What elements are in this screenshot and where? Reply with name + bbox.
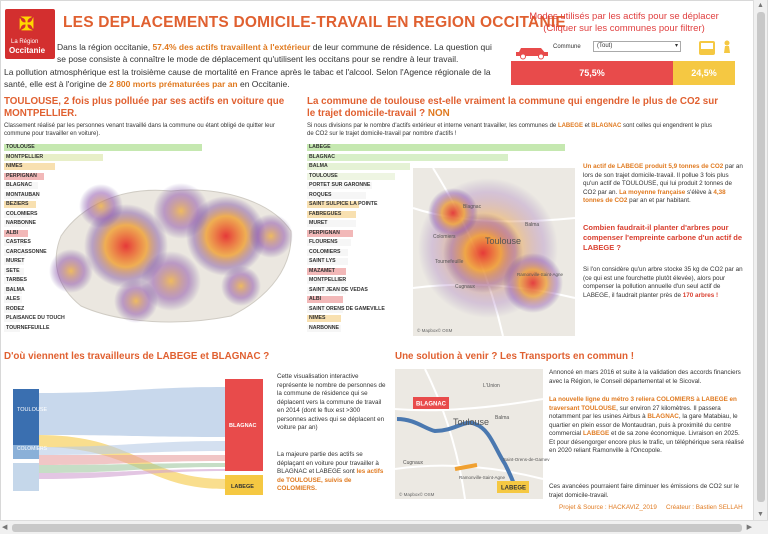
metro-label-blagnac: BLAGNAC	[416, 401, 446, 408]
car-share-bar[interactable]: 75,5%	[511, 61, 673, 85]
map-label-balma: Balma	[525, 222, 540, 228]
map-label-ramonville: Ramonville-Saint-Agne	[517, 272, 564, 277]
city-bar-label: NIMES	[6, 163, 23, 169]
left-section-title: TOULOUSE, 2 fois plus polluée par ses actifs en voiture que MONTPELLIER.	[4, 96, 285, 119]
commune-bar-label: NARBONNE	[309, 324, 339, 331]
commune-bar-label: ALBI	[309, 296, 322, 302]
city-bar-label: ALBI	[6, 229, 19, 236]
metro-intro: Annoncé en mars 2016 et suite à la validation des accords financiers avec la Région, le Conseil départemental et le Sicoval.	[549, 369, 741, 385]
metro-label-toulouse: Toulouse	[453, 417, 490, 427]
metro-label-ramonville: Ramonville-Saint-Agne	[459, 475, 506, 480]
flows-desc: Cette visualisation interactive représente le nombre de personnes de la commune de résidence qui se déplacent vers la commune de travail en 2014 (dont le flux est >300 personnes actives qui se déplacent en voiture par an)	[277, 373, 386, 431]
commune-bar-label: FLOURENS	[309, 239, 338, 245]
city-bar-label: RODEZ	[6, 305, 25, 312]
city-bar-label: COLOMIERS	[6, 210, 38, 217]
pollution-text: La pollution atmosphérique est la troisième cause de mortalité en France après le tabac et l'alcool. Selon l'Agence régionale de la santé, elle est à l'origine de 2 800 morts prématurées par an en Occitanie.	[4, 67, 491, 89]
city-bar-label: NARBONNE	[6, 220, 36, 226]
trees-answer: Si l'on considère qu'un arbre stocke 35 kg de CO2 par an (ce qui est une fourchette plutôt élevée), alors pour compenser la pollution annuelle d'un seul actif de LABEGE, il faudrait planter près de 170 arbres !	[583, 266, 743, 299]
city-bar-label: TOURNEFEUILLE	[6, 324, 50, 331]
metro-label-cugnaux: Cugnaux	[403, 460, 424, 466]
transit-share-bar[interactable]: 24,5%	[673, 61, 735, 85]
commune-bar-label: TOULOUSE	[309, 172, 338, 179]
commune-bar-label: COLOMIERS	[309, 248, 341, 255]
city-bar-label: PLAISANCE DU TOUCH	[6, 315, 65, 321]
commune-bar-label: FABREGUES	[309, 210, 342, 217]
commune-bar-label: SAINT ORENS DE GAMEVILLE	[309, 305, 385, 312]
trees-question: Combien faudrait-il planter d'arbres pour compenser l'empreinte carbone d'un actif de LABEGE ?	[583, 223, 743, 252]
scroll-down-icon[interactable]: ▼	[757, 511, 764, 518]
city-bar-label: BEZIERS	[6, 201, 29, 207]
sankey-diagram[interactable]	[5, 369, 267, 497]
city-bar-label: BALMA	[6, 286, 25, 293]
flows-conclusion: La majeure partie des actifs se déplaçant en voiture pour travailler à BLAGNAC et LABEGE sont les actifs de TOULOUSE, suivis de COLOMIERS.	[277, 451, 384, 492]
city-bar-label: ALES	[6, 296, 20, 302]
commune-bar[interactable]	[307, 154, 508, 161]
scroll-up-icon[interactable]: ▲	[757, 2, 764, 9]
commune-bar-label: SAINT JEAN DE VEDAS	[309, 286, 368, 293]
map-label-tournefeuille: Tournefeuille	[435, 259, 464, 265]
metro-label-saint-orens: Saint-Orens-de-Gamev	[503, 457, 550, 462]
metro-map[interactable]	[395, 369, 550, 499]
map-credit: © Mapbox© OSM	[417, 328, 453, 333]
occitan-cross-icon: ✠	[19, 14, 35, 34]
metro-label-labege: LABEGE	[501, 485, 527, 492]
occitanie-heatmap[interactable]	[41, 176, 296, 326]
footer-creator: Créateur : Bastien SELLAH	[666, 504, 743, 511]
target-labege: LABEGE	[231, 484, 254, 490]
modes-title: Modes utilisés par les actifs pour se déplacer (Cliquer sur les communes pour filtrer)	[529, 11, 719, 34]
city-bar-label: PERPIGNAN	[6, 172, 37, 179]
logo-line2: Occitanie	[9, 46, 46, 55]
metro-map-credit: © Mapbox© OSM	[399, 492, 435, 497]
commune-bar-label: PERPIGNAN	[309, 229, 340, 236]
commune-bar-label: BLAGNAC	[309, 153, 335, 160]
commune-bar-label: SAINT SULPICE LA POINTE	[309, 201, 378, 207]
commune-bar[interactable]	[307, 144, 565, 151]
chevron-down-icon: ▾	[674, 43, 678, 49]
target-blagnac: BLAGNAC	[229, 423, 257, 429]
metro-label-lunion: L'Union	[483, 383, 500, 389]
city-bar-label: MONTAUBAN	[6, 191, 40, 198]
city-bar-label: TOULOUSE	[6, 144, 35, 150]
occitanie-logo	[5, 9, 55, 59]
labege-co2-text: Un actif de LABEGE produit 5,9 tonnes de CO2 par an lors de son trajet domicile-travail. Il pollue 3 fois plus qu'un actif de TOULOUSE, qui lui produit 2 tonnes de CO2 par an. La moyenne française s'élève à 4,38 tonnes de CO2 par an et par habitant.	[583, 163, 743, 204]
city-bar-label: BLAGNAC	[6, 182, 32, 188]
commune-bar-label: ROQUES	[309, 191, 332, 198]
map-label-colomiers: Colomiers	[433, 234, 456, 240]
source-colomiers: COLOMIERS	[17, 446, 48, 452]
vertical-scroll-thumb[interactable]	[757, 12, 765, 502]
mid-section-desc: Si nous divisions par le nombre d'actifs extérieur et interne venant travailler, les communes de LABEGE et BLAGNAC sont celles qui engendrent le plus de CO2 sur le trajet domicile-travail par nombre d'actifs !	[307, 123, 713, 137]
city-bar-label: CARCASSONNE	[6, 248, 47, 255]
city-bar-label: MURET	[6, 258, 25, 264]
logo-line1: La Région	[11, 39, 39, 45]
flows-title: D'où viennent les travailleurs de LABEGE et BLAGNAC ?	[4, 351, 270, 362]
source-toulouse: TOULOUSE	[17, 407, 48, 413]
footer-source: Projet & Source : HACKAVIZ_2019	[559, 504, 657, 511]
map-label-toulouse: Toulouse	[485, 236, 522, 246]
city-bar-label: CASTRES	[6, 239, 31, 245]
commune-bar-label: NIMES	[309, 315, 326, 321]
map-label-blagnac: Blagnac	[463, 204, 482, 210]
commune-bar-label: PORTET SUR GARONNE	[309, 182, 371, 188]
metro-label-balma: Balma	[495, 415, 510, 421]
commune-bar-label: LABEGE	[309, 144, 331, 150]
horizontal-scrollbar[interactable]	[0, 520, 768, 534]
commune-bar-label: MONTPELLIER	[309, 277, 347, 283]
commune-bar-label: MURET	[309, 220, 328, 226]
commune-bar-label: SAINT LYS	[309, 258, 336, 264]
scroll-right-icon[interactable]: ▶	[746, 524, 752, 531]
city-bar-label: TARBES	[6, 277, 27, 283]
map-label-cugnaux: Cugnaux	[455, 284, 476, 290]
scroll-left-icon[interactable]: ◀	[2, 524, 8, 531]
city-bar-label: MONTPELLIER	[6, 153, 44, 160]
bus-icon	[697, 39, 737, 59]
commune-select-value: (Tout)	[597, 43, 613, 49]
city-bar-label: SETE	[6, 267, 20, 274]
commune-bar-label: MAZAMET	[309, 267, 335, 274]
horizontal-scroll-thumb[interactable]	[12, 524, 742, 532]
transport-title: Une solution à venir ? Les Transports en commun !	[395, 351, 634, 362]
mid-section-title: La commune de toulouse est-elle vraiment la commune qui engendre le plus de CO2 sur le trajet domicile-travail ? NON	[307, 96, 719, 119]
commune-select[interactable]	[593, 41, 681, 52]
page-title: LES DEPLACEMENTS DOMICILE-TRAVAIL EN REGION OCCITANIE	[63, 14, 566, 31]
left-section-subtitle: Classement réalisé par les personnes venant travaillé dans la commune ou étant obligé de quitter leur commune pour travailler en voiture).	[4, 123, 275, 137]
commune-label: Commune	[553, 44, 581, 50]
metro-details: La nouvelle ligne du métro 3 reliera COLOMIERS à LABEGE en traversant TOULOUSE, sur environ 27 kilomètres. Il passera notamment par les usines Airbus à BLAGNAC, la gare Matabiau, le quartier en plein essor de Montaudran, puis à proximité du centre commercial LABEGE et de sa zone économique. Livraison en 2025. Et pour désengorger encore plus le trafic, un téléphérique sera réalisé en 2020 reliant Ramonville à l'Oncopole.	[549, 396, 744, 454]
intro-text: Dans la région occitanie, 57.4% des actifs travaillent à l'extérieur de leur commune de résidence. La question qui se pose consiste à connaître le mode de déplacement qu'utilisent les occitans pour se rendre à leur travail.	[57, 42, 492, 64]
vertical-scrollbar[interactable]	[753, 0, 767, 520]
car-icon	[515, 43, 549, 59]
metro-conclusion: Ces avancées pourraient faire diminuer les émissions de CO2 sur le trajet domicile-travail.	[549, 483, 740, 499]
toulouse-heatmap[interactable]	[413, 168, 575, 336]
commune-bar-label: BALMA	[309, 163, 328, 169]
